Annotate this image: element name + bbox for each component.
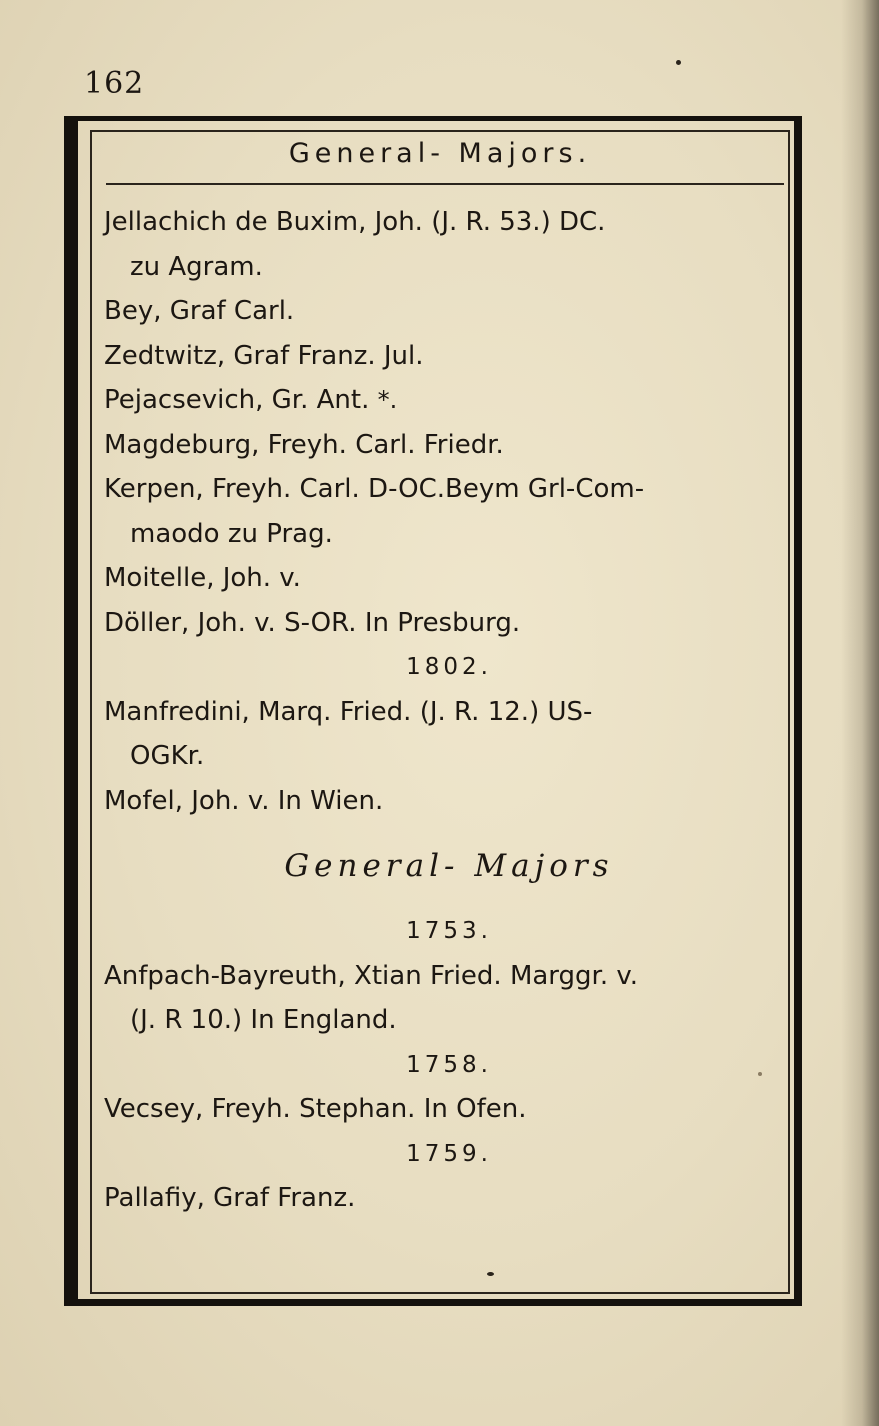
ink-speck: [487, 1272, 494, 1276]
list-item-continuation: OGKr.: [130, 741, 205, 771]
list-item: Mofel, Joh. v. In Wien.: [104, 785, 384, 816]
list-item-continuation: zu Agram.: [130, 251, 263, 282]
year-heading: 1802.: [406, 654, 492, 680]
roster-list: [104, 200, 794, 1221]
list-item-text: Pejacsevich, Gr. Ant.: [104, 385, 370, 415]
list-item: Pallafiy, Graf Franz.: [104, 1183, 356, 1213]
list-item: [104, 378, 794, 423]
list-item: Zedtwitz, Graf Franz. Jul.: [104, 340, 424, 371]
spine-shadow: [841, 0, 879, 1426]
list-item: Manfredini, Marq. Fried. (J. R. 12.) US-: [104, 696, 593, 727]
year-heading: 1753.: [406, 918, 492, 944]
list-item-continuation: maodo zu Prag.: [130, 518, 333, 549]
section-title: General- Majors: [284, 848, 614, 884]
header-rule: [106, 183, 784, 185]
list-item: Magdeburg, Freyh. Carl. Friedr.: [104, 429, 504, 460]
ink-speck: [758, 1072, 762, 1076]
ink-speck: [676, 60, 681, 65]
page-number: 162: [84, 66, 145, 101]
list-item-continuation: (J. R 10.) In England.: [130, 1005, 397, 1035]
page-header: General- Majors.: [288, 138, 592, 169]
list-item: Döller, Joh. v. S-OR. In Presburg.: [104, 607, 521, 638]
list-item: Jellachich de Buxim, Joh. (J. R. 53.) DC.: [104, 207, 606, 237]
year-heading: 1759.: [406, 1140, 492, 1167]
list-item: Moitelle, Joh. v.: [104, 563, 301, 593]
list-item: Kerpen, Freyh. Carl. D-OC.Beym Grl-Com-: [104, 474, 645, 504]
list-item: Bey, Graf Carl.: [104, 296, 295, 326]
list-item: Anfpach-Bayreuth, Xtian Fried. Marggr. v.: [104, 960, 639, 991]
year-heading: 1758.: [406, 1051, 492, 1078]
asterisk-mark: *.: [377, 386, 398, 414]
list-item: Vecsey, Freyh. Stephan. In Ofen.: [104, 1094, 527, 1124]
